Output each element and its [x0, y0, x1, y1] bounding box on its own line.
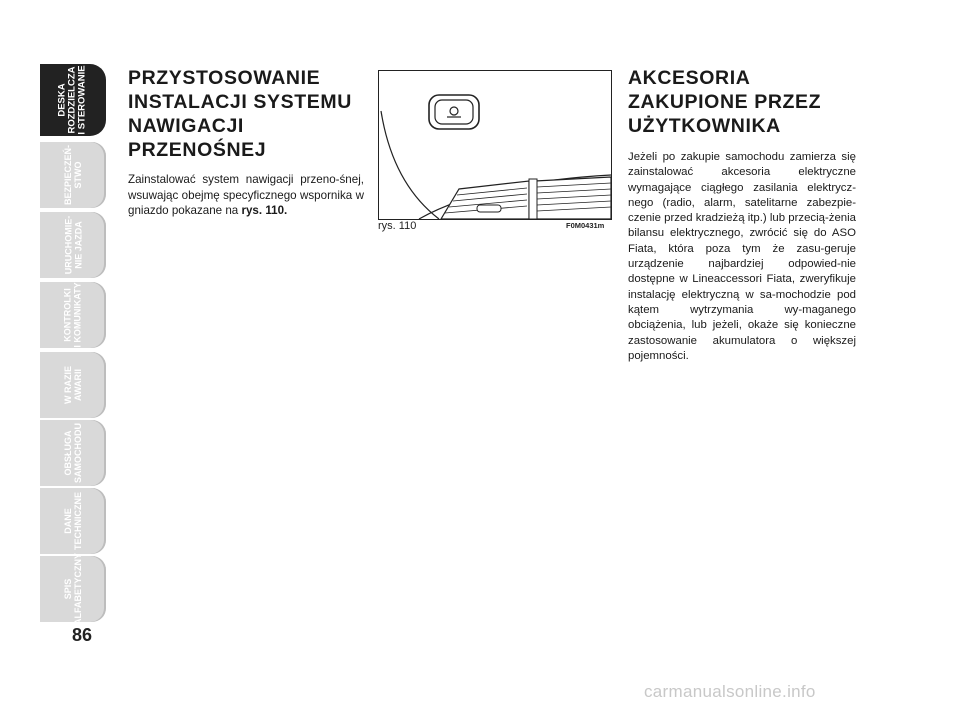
tab-kontrolki-komunikaty[interactable] — [40, 282, 106, 348]
tab-label: DESKA ROZDZIELCZA I STEROWANIE — [57, 65, 88, 135]
tab-bezpieczenstwo[interactable] — [40, 142, 106, 208]
section-accessories — [628, 66, 856, 364]
air-vent-right — [529, 177, 611, 219]
page-number: 86 — [72, 625, 93, 645]
section-body: Jeżeli po zakupie samochodu zamierza się zainstalować akcesoria elektryczne wymagające ciągłego zasilania elektrycz-nego (radio, alarm, satelitarne zabezpie-czenie przed kradzieżą itp.) lub przecią-żenia bilansu elektrycznego, zwrócić się do ASO Fiata, która poza tym że zasu-geruje urządzenie najbardziej odpowied-nie dostępne w Lineaccessori Fiata, zweryfikuje instalację elektryczną w sa-mochodzie pod kątem wytrzymania wy-maganego obciążenia, lub jeżeli, okaże się konieczne zastosowanie akumulatora o większej pojemności. — [628, 151, 856, 362]
tab-w-razie-awarii[interactable] — [40, 352, 106, 418]
figure-reference: rys. 110. — [241, 204, 288, 217]
tab-label: W RAZIE AWARII — [63, 366, 83, 404]
tab-spis-alfabetyczny[interactable] — [40, 553, 106, 625]
tab-label: OBSŁUGA SAMOCHODU — [63, 423, 83, 483]
figure-illustration — [378, 70, 612, 220]
tab-label: URUCHOMIE- NIE JAZDA — [63, 215, 83, 275]
tab-label: DANE TECHNICZNE — [63, 492, 83, 550]
tab-dane-techniczne[interactable] — [40, 488, 106, 554]
tab-label: SPIS ALFABETYCZNY — [63, 553, 83, 625]
tab-deska-rozdzielcza[interactable] — [40, 64, 106, 136]
navigation-socket-icon — [429, 95, 479, 129]
body-text: Zainstalować system nawigacji przeno-śnej, wsuwając obejmę specyficznego wspornika w gniazdo pokazane na — [128, 173, 364, 217]
section-heading: AKCESORIA ZAKUPIONE PRZEZ UŻYTKOWNIKA — [628, 67, 822, 137]
tab-obsluga-samochodu[interactable] — [40, 420, 106, 486]
tab-label: BEZPIECZEŃ- STWO — [62, 144, 83, 206]
section-navigation-install — [128, 66, 364, 219]
section-heading: PRZYSTOSOWANIE INSTALACJI SYSTEMU NAWIGACJI PRZENOŚNEJ — [128, 67, 352, 161]
dashboard-illustration — [379, 71, 611, 219]
chapter-tabs — [40, 64, 106, 625]
section-body — [128, 172, 364, 219]
tab-label: KONTROLKI I KOMUNIKATY — [63, 282, 83, 348]
tab-uruchomienie-jazda[interactable] — [40, 212, 106, 278]
figure-code: F0M0431m — [566, 221, 605, 230]
watermark: carmanualsonline.info — [644, 682, 816, 701]
air-vent-left — [441, 181, 529, 219]
figure-caption: rys. 110 — [378, 220, 417, 232]
